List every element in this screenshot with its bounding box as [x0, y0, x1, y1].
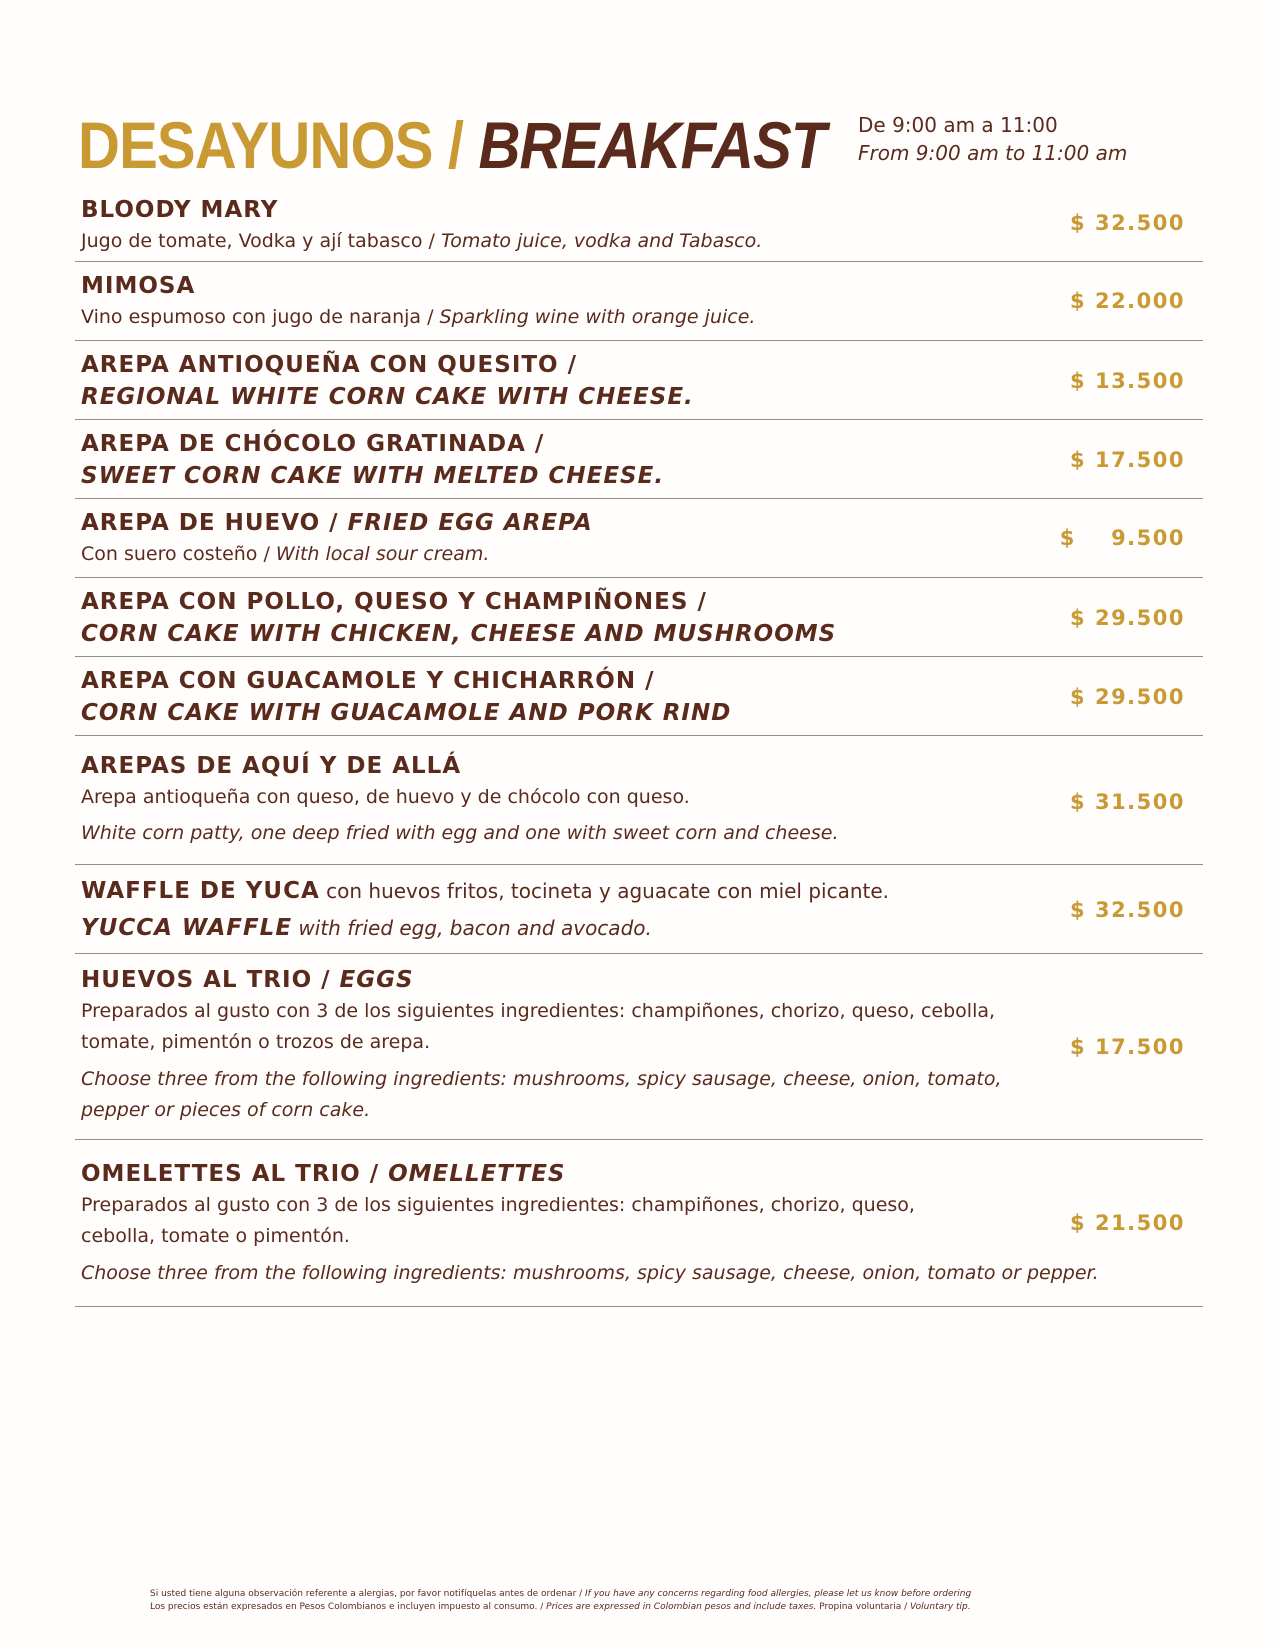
item-price: $ 17.500: [1070, 1035, 1185, 1059]
menu-header: [78, 105, 1198, 185]
item-price: $ 29.500: [1070, 685, 1185, 709]
title-spanish: DESAYUNOS: [78, 108, 433, 182]
hours-english: From 9:00 am to 11:00 am: [858, 141, 1128, 165]
menu-list: [75, 196, 1203, 1307]
item-price: $ 9.500: [1059, 526, 1185, 550]
item-price: $ 22.000: [1070, 289, 1185, 313]
item-description-english: Choose three from the following ingredients: mushrooms, spicy sausage, cheese, onion, tomato, pepper or pieces of corn cake.: [81, 1068, 1002, 1121]
item-name: WAFFLE DE YUCA con huevos fritos, tocineta y aguacate con miel picante.: [81, 878, 890, 904]
item-price: $ 32.500: [1070, 211, 1185, 235]
item-name: AREPA CON GUACAMOLE Y CHICHARRÓN /: [81, 668, 655, 694]
item-description: Con suero costeño / With local sour cream.: [81, 543, 490, 565]
item-description-english: White corn patty, one deep fried with egg and one with sweet corn and cheese.: [81, 822, 839, 844]
item-name: AREPA DE HUEVO / FRIED EGG AREPA: [81, 510, 593, 536]
menu-item-waffle-yuca: [75, 865, 1203, 954]
item-description-english: Choose three from the following ingredients: mushrooms, spicy sausage, cheese, onion, tomato or pepper.: [81, 1262, 1099, 1284]
item-name-english: SWEET CORN CAKE WITH MELTED CHEESE.: [81, 463, 665, 489]
menu-item-huevos-trio: [75, 954, 1203, 1140]
allergy-note: Si usted tiene alguna observación referente a alergias, por favor notifíquelas antes de ordenar / If you have any concerns regarding food allergies, please let us know before ordering: [150, 1589, 972, 1599]
item-description-spanish: Preparados al gusto con 3 de los siguientes ingredientes: champiñones, chorizo, queso, cebolla, tomate o pimentón.: [81, 1194, 915, 1247]
item-description-spanish: Arepa antioqueña con queso, de huevo y de chócolo con queso.: [81, 786, 690, 808]
item-price: $ 13.500: [1070, 369, 1185, 393]
serving-hours: [858, 111, 1127, 167]
title-separator: /: [447, 108, 464, 182]
item-price: $ 17.500: [1070, 448, 1185, 472]
item-name: HUEVOS AL TRIO / EGGS: [81, 967, 414, 993]
menu-item-omelettes-trio: [75, 1140, 1203, 1307]
menu-item-arepa-chocolo: [75, 420, 1203, 499]
page-title: [78, 105, 825, 185]
item-name-english: REGIONAL WHITE CORN CAKE WITH CHEESE.: [81, 384, 694, 410]
menu-item-arepa-guacamole: [75, 657, 1203, 736]
item-name: BLOODY MARY: [81, 197, 279, 223]
item-description: Jugo de tomate, Vodka y ají tabasco / Tomato juice, vodka and Tabasco.: [81, 230, 763, 252]
menu-item-mimosa: [75, 262, 1203, 341]
item-price: $ 21.500: [1070, 1211, 1185, 1235]
item-price: $ 31.500: [1070, 790, 1185, 814]
prices-note: Los precios están expresados en Pesos Colombianos e incluyen impuesto al consumo. / Prices are expressed in Colombian pesos and include taxes. Propina voluntaria / Voluntary tip.: [150, 1602, 971, 1612]
item-name: AREPAS DE AQUÍ Y DE ALLÁ: [81, 753, 462, 779]
item-name: AREPA CON POLLO, QUESO Y CHAMPIÑONES /: [81, 589, 707, 615]
footer-notes: [150, 1588, 1200, 1614]
item-name: MIMOSA: [81, 273, 196, 299]
menu-item-bloody-mary: [75, 196, 1203, 262]
menu-item-arepa-pollo: [75, 578, 1203, 657]
hours-spanish: De 9:00 am a 11:00: [858, 113, 1058, 137]
item-name-english: YUCCA WAFFLE with fried egg, bacon and avocado.: [81, 915, 652, 941]
menu-item-arepa-antioquena: [75, 341, 1203, 420]
item-description-spanish: Preparados al gusto con 3 de los siguientes ingredientes: champiñones, chorizo, queso, cebolla, tomate, pimentón o trozos de arepa.: [81, 1000, 996, 1053]
item-name: AREPA ANTIOQUEÑA CON QUESITO /: [81, 352, 578, 378]
menu-item-arepa-huevo: [75, 499, 1203, 578]
title-english: BREAKFAST: [478, 108, 826, 182]
item-name: AREPA DE CHÓCOLO GRATINADA /: [81, 431, 545, 457]
item-name-english: CORN CAKE WITH CHICKEN, CHEESE AND MUSHROOMS: [81, 621, 837, 647]
item-description: Vino espumoso con jugo de naranja / Sparkling wine with orange juice.: [81, 306, 756, 328]
item-price: $ 29.500: [1070, 606, 1185, 630]
item-name: OMELETTES AL TRIO / OMELLETTES: [81, 1161, 566, 1187]
menu-item-arepas-aqui-alla: [75, 736, 1203, 865]
item-name-english: CORN CAKE WITH GUACAMOLE AND PORK RIND: [81, 700, 732, 726]
item-price: $ 32.500: [1070, 898, 1185, 922]
